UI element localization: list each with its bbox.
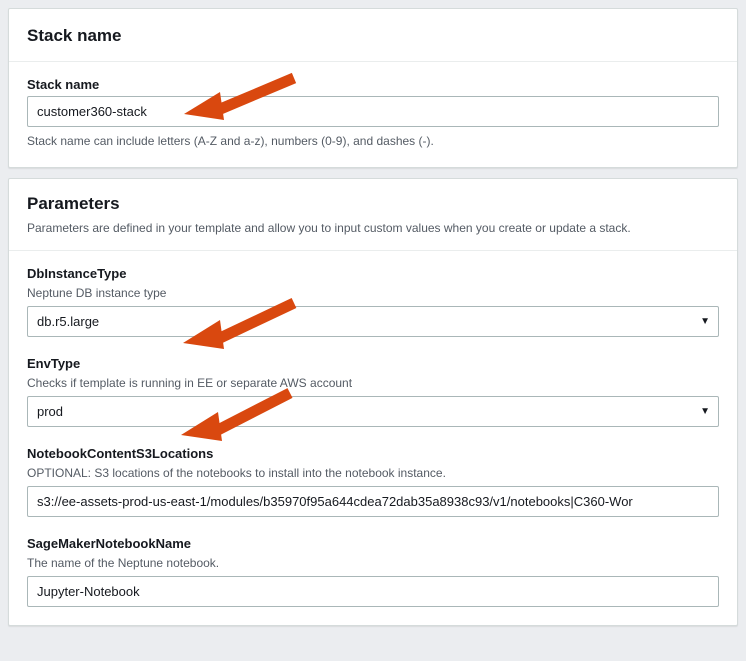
parameters-card-title: Parameters (27, 194, 120, 213)
parameter-dbinstancetype-description: Neptune DB instance type (27, 286, 167, 300)
parameter-dbinstancetype (27, 265, 719, 337)
parameter-envtype (27, 355, 719, 427)
parameter-notebookcontents3locations-label: NotebookContentS3Locations (27, 446, 214, 461)
parameters-card-subtitle: Parameters are defined in your template and allow you to input custom values when you create or update a stack. (27, 221, 631, 235)
parameters-card-header (9, 179, 737, 251)
parameters-card (8, 178, 738, 626)
stack-name-card-title: Stack name (27, 26, 122, 45)
stack-name-card-body (9, 62, 737, 167)
stack-name-field (27, 76, 719, 149)
chevron-down-icon: ▼ (700, 406, 710, 417)
parameter-envtype-description: Checks if template is running in EE or separate AWS account (27, 376, 353, 390)
parameter-sagemakernotebookname-description: The name of the Neptune notebook. (27, 556, 220, 570)
parameter-sagemakernotebookname-label: SageMakerNotebookName (27, 536, 191, 551)
stack-name-hint: Stack name can include letters (A-Z and a-z), numbers (0-9), and dashes (-). (27, 134, 434, 148)
stack-name-card (8, 8, 738, 168)
parameter-dbinstancetype-label: DbInstanceType (27, 266, 127, 281)
parameter-envtype-select-wrap (27, 396, 719, 427)
parameter-envtype-label: EnvType (27, 356, 81, 371)
parameters-card-body (9, 251, 737, 625)
parameter-sagemakernotebookname-input[interactable] (27, 576, 719, 607)
stack-name-input[interactable] (27, 96, 719, 127)
parameter-dbinstancetype-select[interactable]: db.r5.large (27, 306, 719, 337)
stack-name-label: Stack name (27, 77, 100, 92)
parameter-envtype-select[interactable]: prod (27, 396, 719, 427)
stack-name-card-header (9, 9, 737, 62)
parameter-notebookcontents3locations-description: OPTIONAL: S3 locations of the notebooks to install into the notebook instance. (27, 466, 446, 480)
parameter-sagemakernotebookname (27, 535, 719, 607)
chevron-down-icon: ▼ (700, 316, 710, 327)
parameter-dbinstancetype-select-wrap (27, 306, 719, 337)
parameter-notebookcontents3locations (27, 445, 719, 517)
parameter-notebookcontents3locations-input[interactable] (27, 486, 719, 517)
